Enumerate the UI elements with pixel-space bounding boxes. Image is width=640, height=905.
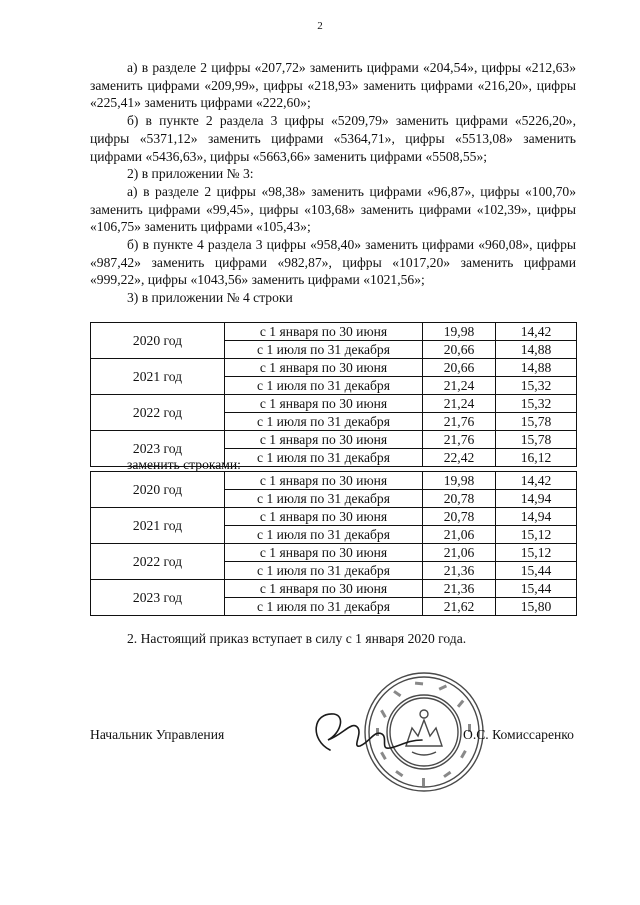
value-cell: 14,88 xyxy=(496,341,577,359)
paragraph-a-section2: а) в разделе 2 цифры «207,72» заменить цифрами «204,54», цифры «212,63» заменить цифрами «209,99», цифры «218,93» заменить цифрами «216,20», цифры «225,41» заменить цифрами «222,60»; xyxy=(90,60,576,111)
table-row xyxy=(91,580,577,598)
value-cell: 14,42 xyxy=(496,323,577,341)
value-cell: 19,98 xyxy=(423,323,496,341)
year-cell: 2023 год xyxy=(91,431,225,467)
table-row xyxy=(91,431,577,449)
value-cell: 14,88 xyxy=(496,359,577,377)
paragraph-b-section3: б) в пункте 2 раздела 3 цифры «5209,79» заменить цифрами «5226,20», цифры «5371,12» заменить цифрами «5364,71», цифры «5513,08» заменить цифрами «5436,63», цифры «5663,66» заменить цифрами «5508,55»; xyxy=(90,113,576,164)
value-cell: 15,12 xyxy=(496,544,577,562)
value-cell: 14,94 xyxy=(496,508,577,526)
value-cell: 16,12 xyxy=(496,449,577,467)
old-rates-table xyxy=(90,322,577,467)
value-cell: 15,78 xyxy=(496,431,577,449)
value-cell: 21,76 xyxy=(423,431,496,449)
period-cell: с 1 июля по 31 декабря xyxy=(225,341,423,359)
new-rates-table xyxy=(90,471,577,616)
value-cell: 15,12 xyxy=(496,526,577,544)
paragraph-a-appendix3: а) в разделе 2 цифры «98,38» заменить цифрами «96,87», цифры «100,70» заменить цифрами «99,45», цифры «103,68» заменить цифрами «102,39», цифры «106,75» заменить цифрами «105,43»; xyxy=(90,183,576,235)
value-cell: 15,44 xyxy=(496,562,577,580)
period-cell: с 1 июля по 31 декабря xyxy=(225,413,423,431)
year-cell: 2021 год xyxy=(91,508,225,544)
signatory-name: О.С. Комиссаренко xyxy=(463,727,574,742)
value-cell: 20,78 xyxy=(423,490,496,508)
value-cell: 21,36 xyxy=(423,580,496,598)
period-cell: с 1 января по 30 июня xyxy=(225,472,423,490)
period-cell: с 1 января по 30 июня xyxy=(225,395,423,413)
year-cell: 2022 год xyxy=(91,395,225,431)
signatory-position: Начальник Управления xyxy=(90,727,225,742)
value-cell: 19,98 xyxy=(423,472,496,490)
year-cell: 2022 год xyxy=(91,544,225,580)
period-cell: с 1 июля по 31 декабря xyxy=(225,377,423,395)
value-cell: 20,66 xyxy=(423,341,496,359)
period-cell: с 1 июля по 31 декабря xyxy=(225,562,423,580)
table-row xyxy=(91,395,577,413)
value-cell: 21,36 xyxy=(423,562,496,580)
year-cell: 2021 год xyxy=(91,359,225,395)
year-cell: 2020 год xyxy=(91,472,225,508)
page-number: 2 xyxy=(317,20,323,32)
amendment-text xyxy=(90,59,576,307)
paragraph-appendix3: 2) в приложении № 3: xyxy=(127,166,254,182)
period-cell: с 1 июля по 31 декабря xyxy=(225,526,423,544)
value-cell: 14,42 xyxy=(496,472,577,490)
table-row xyxy=(91,508,577,526)
value-cell: 21,24 xyxy=(423,395,496,413)
table-row xyxy=(91,472,577,490)
paragraph-b-appendix3: б) в пункте 4 раздела 3 цифры «958,40» заменить цифрами «960,08», цифры «987,42» заменить цифрами «982,87», цифры «1017,20» заменить цифрами «999,22», цифры «1043,56» заменить цифрами «1021,56»; xyxy=(90,237,576,288)
table-row xyxy=(91,544,577,562)
value-cell: 20,66 xyxy=(423,359,496,377)
year-cell: 2020 год xyxy=(91,323,225,359)
value-cell: 21,24 xyxy=(423,377,496,395)
value-cell: 14,94 xyxy=(496,490,577,508)
period-cell: с 1 июля по 31 декабря xyxy=(225,449,423,467)
value-cell: 21,06 xyxy=(423,526,496,544)
year-cell: 2023 год xyxy=(91,580,225,616)
paragraph-appendix4: 3) в приложении № 4 строки xyxy=(127,290,293,306)
value-cell: 21,76 xyxy=(423,413,496,431)
period-cell: с 1 января по 30 июня xyxy=(225,580,423,598)
period-cell: с 1 января по 30 июня xyxy=(225,323,423,341)
value-cell: 15,32 xyxy=(496,377,577,395)
value-cell: 21,06 xyxy=(423,544,496,562)
period-cell: с 1 января по 30 июня xyxy=(225,508,423,526)
value-cell: 15,44 xyxy=(496,580,577,598)
replace-label: заменить строками: xyxy=(127,457,241,472)
value-cell: 15,80 xyxy=(496,598,577,616)
period-cell: с 1 января по 30 июня xyxy=(225,359,423,377)
table-row xyxy=(91,323,577,341)
value-cell: 22,42 xyxy=(423,449,496,467)
value-cell: 15,32 xyxy=(496,395,577,413)
final-clause: 2. Настоящий приказ вступает в силу с 1 января 2020 года. xyxy=(127,631,467,646)
value-cell: 15,78 xyxy=(496,413,577,431)
handwritten-signature-icon xyxy=(300,700,430,770)
table-row xyxy=(91,359,577,377)
value-cell: 21,62 xyxy=(423,598,496,616)
period-cell: с 1 июля по 31 декабря xyxy=(225,490,423,508)
value-cell: 20,78 xyxy=(423,508,496,526)
period-cell: с 1 января по 30 июня xyxy=(225,544,423,562)
period-cell: с 1 июля по 31 декабря xyxy=(225,598,423,616)
period-cell: с 1 января по 30 июня xyxy=(225,431,423,449)
